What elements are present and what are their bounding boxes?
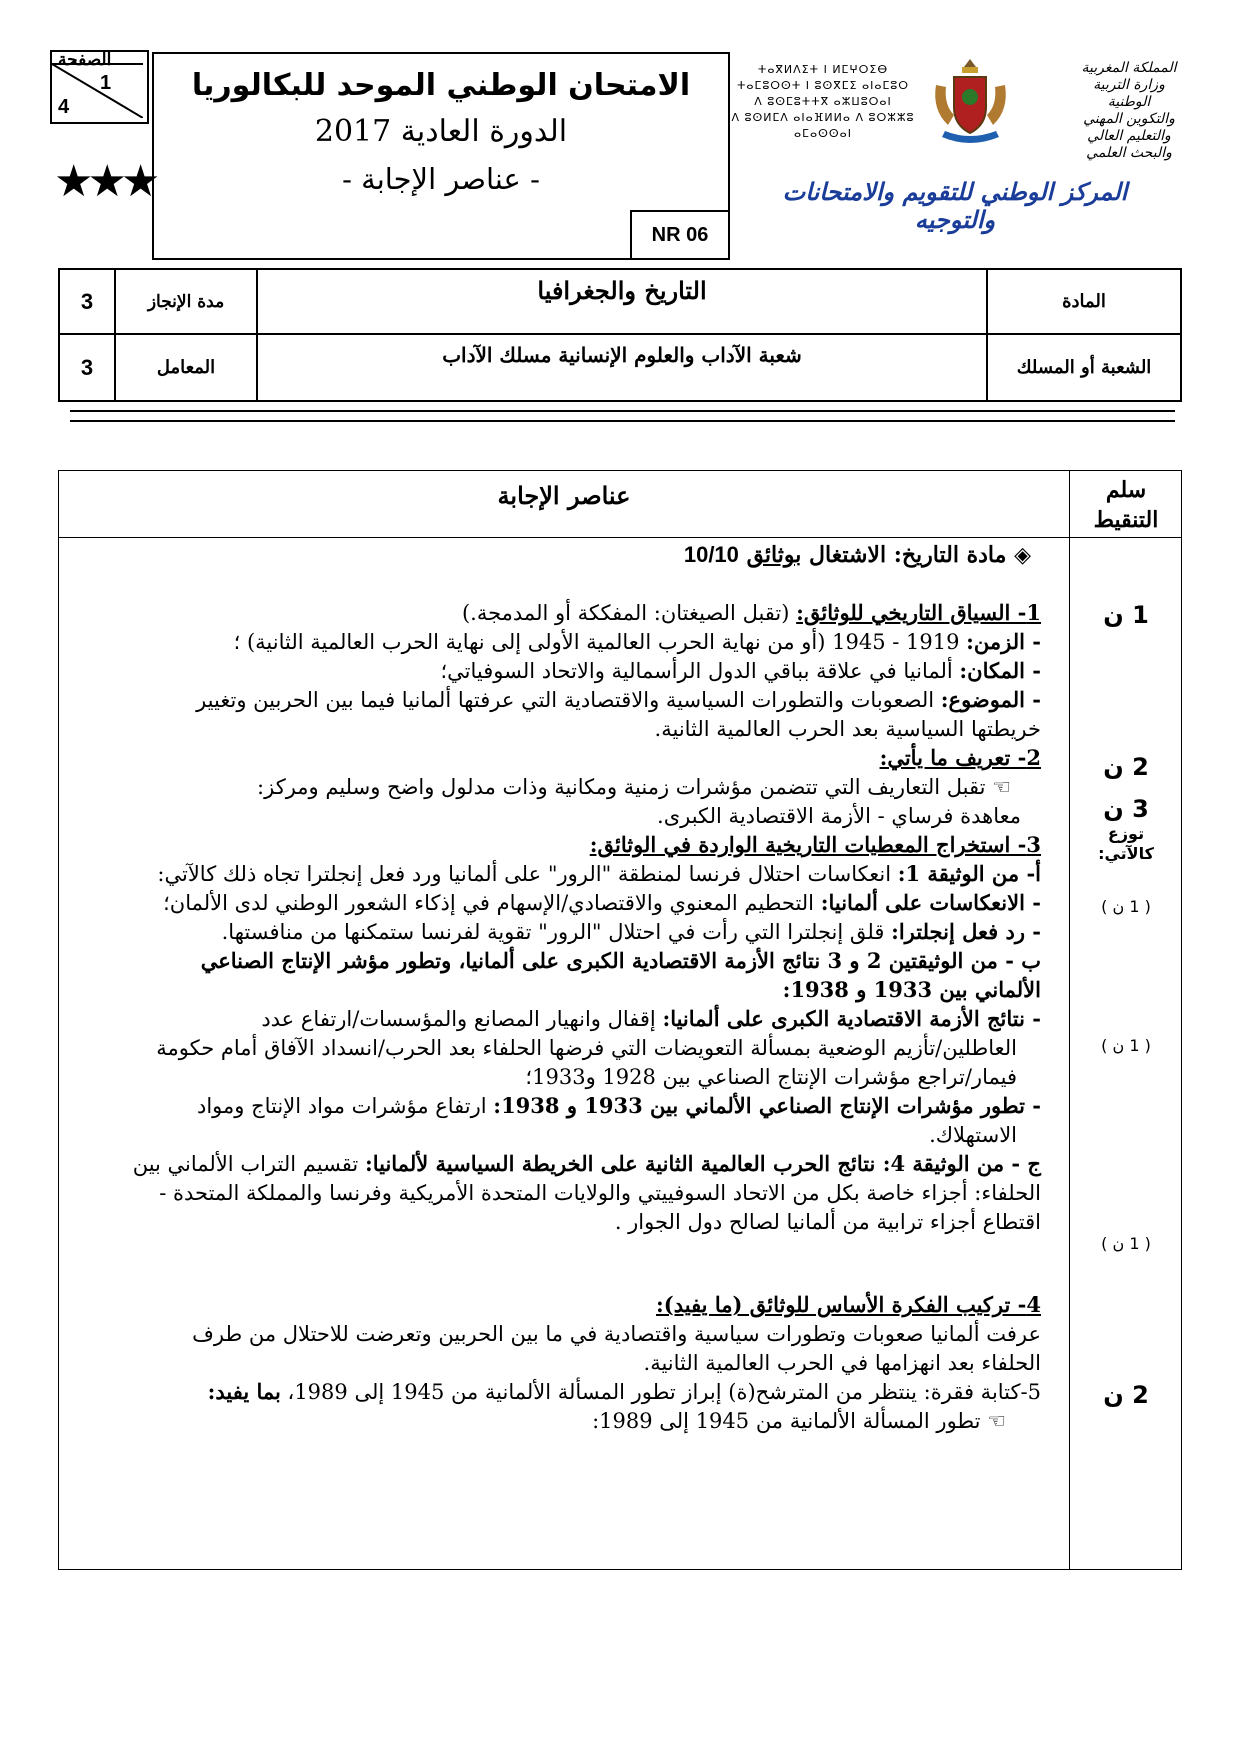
q1-title-text: 1- السياق التاريخي للوثائق:	[796, 600, 1041, 625]
coat-of-arms-icon	[928, 55, 1013, 150]
branch-label: الشعبة أو المسلك	[986, 333, 1182, 402]
q2-line2: معاهدة فرساي - الأزمة الاقتصادية الكبرى.	[657, 804, 1021, 828]
tifinagh-line: ⵜⴰⴳⵍⴷⵉⵜ ⵏ ⵍⵎⵖⵔⵉⴱ	[757, 63, 889, 76]
score-q3-dist2: كالآتي:	[1098, 844, 1154, 863]
q1-topic-label: - الموضوع:	[940, 687, 1041, 712]
q2-title	[880, 744, 1041, 772]
q1-place	[440, 657, 1041, 685]
q1-time	[234, 628, 1041, 656]
q1-place-label: - المكان:	[959, 658, 1041, 683]
q3a-bullet1	[163, 889, 1041, 917]
tifinagh-line: ⴷ ⵓⵙⵍⵎⴷ ⴰⵏⴰⴼⵍⵍⴰ ⴷ ⵓⵔⵣⵣⵓ ⴰⵎⴰⵙⵙⴰⵏ	[731, 111, 915, 140]
q3b-bullet2-cont: الاستهلاك.	[929, 1123, 1017, 1147]
q1-topic	[196, 686, 1041, 714]
page-label: الصفحة	[58, 50, 112, 70]
section-title-underlined: بوثائق	[746, 542, 802, 568]
branch-value: شعبة الآداب والعلوم الإنسانية مسلك الآداب	[256, 333, 988, 402]
q3a-bullet1-text: التحطيم المعنوي والاقتصادي/الإسهام في إذكاء الشعور الوطني لدى الألمان؛	[163, 891, 821, 915]
q1-note: (تقبل الصيغتان: المفككة أو المدمجة.)	[461, 601, 797, 625]
q3b-bullet1-cont1: العاطلين/تأزيم الوضعية بمسألة التعويضات التي فرضها الحلفاء بعد الحرب/انسداد الآفاق أمام حكومة	[156, 1036, 1017, 1060]
tifinagh-line: ⴷ ⵓⵙⵎⵓⵜⵜⴳ ⴰⵣⵡⵓⵔⴰⵏ	[754, 95, 892, 108]
exam-subtitle: - عناصر الإجابة -	[342, 162, 540, 196]
q3-title-text: 3- استخراج المعطيات التاريخية الواردة في الوثائق:	[589, 832, 1041, 857]
score-q5: 2 ن	[1103, 1381, 1149, 1409]
q1-title	[462, 599, 1041, 627]
ministry-line: والتكوين المهني	[1083, 111, 1175, 127]
tifinagh-line: ⵜⴰⵎⵓⵔⵙⵜ ⵏ ⵓⵙⴳⵎⵉ ⴰⵏⴰⵎⵓⵔ	[736, 79, 910, 92]
q3a-label: أ- من الوثيقة 1:	[897, 861, 1041, 886]
score-q3b: ( 1 ن )	[1101, 1036, 1151, 1055]
exam-session: الدورة العادية 2017	[314, 114, 568, 149]
exam-code: NR 06	[630, 210, 730, 260]
q3b-bullet1-cont2: فيمار/تراجع مؤشرات الإنتاج الصناعي بين 1928 و1933؛	[525, 1065, 1017, 1089]
q5-bold: بما يفيد:	[207, 1379, 281, 1404]
score-q1: 1 ن	[1103, 601, 1149, 629]
subject-value: التاريخ والجغرافيا	[256, 268, 988, 335]
duration-label: مدة الإنجاز	[114, 268, 258, 335]
answers-table	[58, 470, 1182, 1570]
scale-header-line: التنقيط	[1093, 507, 1159, 533]
q1-topic-cont: خريطتها السياسية بعد الحرب العالمية الثانية.	[654, 717, 1041, 741]
q4-line2: الحلفاء بعد انهزامها في الحرب العالمية الثانية.	[643, 1351, 1041, 1375]
q4-line1: عرفت ألمانيا صعوبات وتطورات سياسية واقتصادية في ما بين الحربين وتعرضت للاحتلال من طرف	[192, 1322, 1041, 1346]
score-q3a: ( 1 ن )	[1101, 897, 1151, 916]
exam-title: الامتحان الوطني الموحد للبكالوريا	[191, 68, 691, 103]
ministry-name	[1070, 60, 1188, 162]
subject-label: المادة	[986, 268, 1182, 335]
duration-value: 3	[58, 268, 116, 335]
q3c-cont1: الحلفاء: أجزاء خاصة بكل من الاتحاد السوفييتي والولايات المتحدة الأمريكية وفرنسا والمملكة المتحدة -	[159, 1181, 1041, 1205]
q1-time-text: 1919 - 1945 (أو من نهاية الحرب العالمية الأولى إلى نهاية الحرب العالمية الثانية) ؛	[233, 630, 967, 654]
q5-line2: ☜ تطور المسألة الألمانية من 1945 إلى 1989:	[592, 1409, 1006, 1433]
q2-line1: ☜ تقبل التعاريف التي تتضمن مؤشرات زمنية ومكانية وذات مدلول واضح وسليم ومركز:	[257, 775, 1011, 799]
score-q3c: ( 1 ن )	[1101, 1234, 1151, 1253]
q3b-bullet1	[261, 1005, 1041, 1033]
q3c-label: ج - من الوثيقة 4: نتائج الحرب العالمية الثانية على الخريطة السياسية لألمانيا:	[364, 1151, 1041, 1176]
q3b-bullet2	[197, 1092, 1041, 1120]
q3c-text: تقسيم التراب الألماني بين	[132, 1152, 365, 1176]
q4-title	[656, 1291, 1041, 1319]
tifinagh-ministry-name	[728, 62, 918, 142]
q3-title	[590, 831, 1041, 859]
ministry-line: المملكة المغربية	[1081, 60, 1177, 76]
q2-title-text: 2- تعريف ما يأتي:	[879, 745, 1041, 770]
q1-topic-text: الصعوبات والتطورات السياسية والاقتصادية التي عرفتها ألمانيا فيما بين الحربين وتغيير	[196, 688, 941, 712]
center-name: المركز الوطني للتقويم والامتحانات والتوجيه	[782, 178, 1128, 234]
score-q3-dist: توزع	[1107, 824, 1145, 843]
q5-text: 5-كتابة فقرة: ينتظر من المترشح(ة) إبراز تطور المسألة الألمانية من 1945 إلى 1989،	[280, 1380, 1041, 1404]
q3a-bullet2-text: قلق إنجلترا التي رأت في احتلال "الرور" تقوية لفرنسا ستمكنها من منافستها.	[221, 920, 892, 944]
diamond-icon: ◈	[1006, 542, 1031, 568]
q3b-title-cont: الألماني بين 1933 و 1938:	[782, 977, 1041, 1002]
section-title-text: مادة التاريخ: الاشتغال	[801, 542, 1007, 568]
difficulty-stars: ★★★	[54, 156, 155, 207]
scale-header	[1071, 475, 1181, 535]
section-title	[684, 541, 1031, 569]
exam-info-table	[58, 268, 1182, 402]
score-q3: 3 ن	[1103, 795, 1149, 823]
double-rule	[70, 410, 1175, 422]
coefficient-value: 3	[58, 333, 116, 402]
q3a-bullet2	[222, 918, 1041, 946]
ministry-line: والتعليم العالي والبحث العلمي	[1086, 128, 1172, 161]
page-total: 4	[58, 96, 70, 118]
score-q2: 2 ن	[1103, 753, 1149, 781]
q3b-bullet1-label: - نتائج الأزمة الاقتصادية الكبرى على ألمانيا:	[662, 1006, 1041, 1031]
scale-header-line: سلم	[1105, 477, 1147, 503]
q3b-bullet1-text: إقفال وانهيار المصانع والمؤسسات/ارتفاع عدد	[261, 1007, 663, 1031]
q3a-bullet2-label: - رد فعل إنجلترا:	[891, 919, 1041, 944]
q3a-bullet1-label: - الانعكاسات على ألمانيا:	[820, 890, 1041, 915]
q3a	[157, 860, 1041, 888]
section-score: 10/10	[683, 542, 739, 567]
page-current: 1	[100, 72, 112, 94]
q3b-title: ب - من الوثيقتين 2 و 3 نتائج الأزمة الاقتصادية الكبرى على ألمانيا، وتطور مؤشر الإنتاج الصناعي	[200, 948, 1041, 973]
q3a-text: انعكاسات احتلال فرنسا لمنطقة "الرور" على ألمانيا ورد فعل إنجلترا تجاه ذلك كالآتي:	[157, 862, 898, 886]
q3c-cont2: اقتطاع أجزاء ترابية من ألمانيا لصالح دول الجوار .	[614, 1210, 1041, 1234]
q3b-bullet2-text: ارتفاع مؤشرات مواد الإنتاج ومواد	[197, 1094, 494, 1118]
q3c	[133, 1150, 1041, 1178]
q5-line1	[208, 1378, 1041, 1406]
q3b-bullet2-label: - تطور مؤشرات الإنتاج الصناعي الألماني بين 1933 و 1938:	[493, 1093, 1041, 1118]
page-number-badge	[50, 50, 149, 124]
answers-header: عناصر الإجابة	[497, 481, 631, 510]
coefficient-label: المعامل	[114, 333, 258, 402]
column-divider	[1069, 471, 1070, 1569]
q1-place-text: ألمانيا في علاقة بباقي الدول الرأسمالية والاتحاد السوفياتي؛	[440, 659, 960, 683]
q1-time-label: - الزمن:	[966, 629, 1041, 654]
ministry-line: وزارة التربية الوطنية	[1093, 77, 1165, 110]
q4-title-text: 4- تركيب الفكرة الأساس للوثائق (ما يفيد):	[656, 1292, 1041, 1317]
